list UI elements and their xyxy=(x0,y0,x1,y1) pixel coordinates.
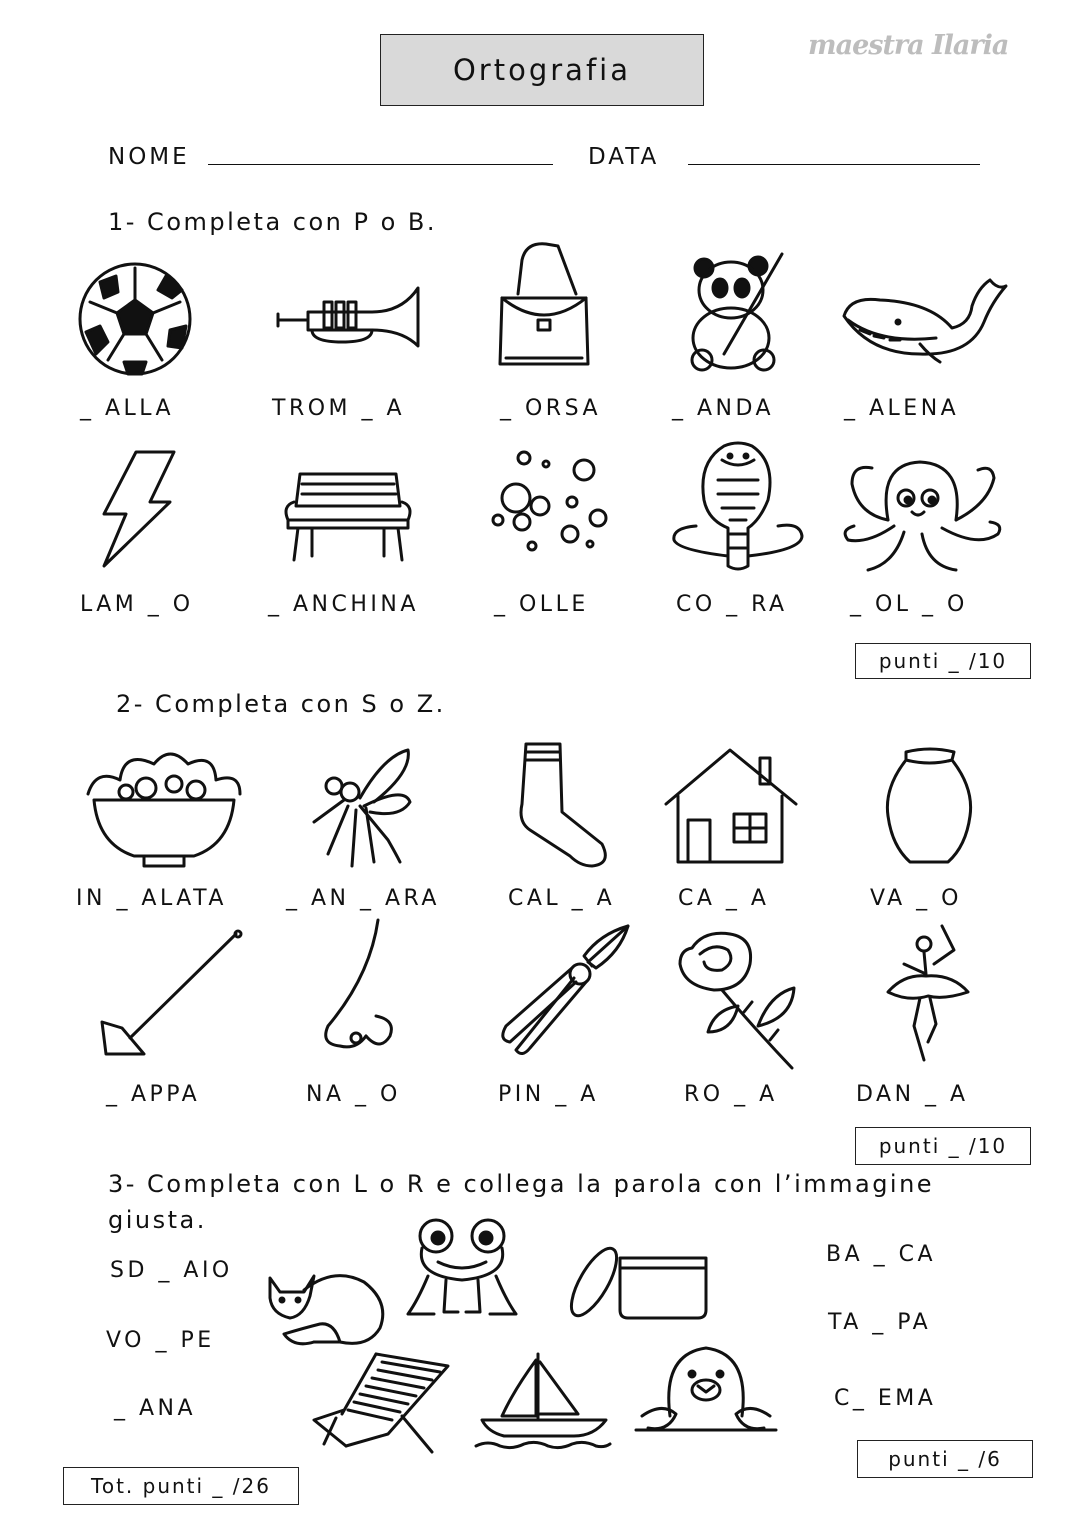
ex1-word-7: _ ANCHINA xyxy=(268,592,419,617)
nose-icon xyxy=(320,916,396,1056)
ex2-word-10: DAN _ A xyxy=(856,1082,969,1107)
ex1-word-8: _ OLLE xyxy=(494,592,589,617)
ex2-word-4: CA _ A xyxy=(678,886,770,911)
ex1-word-6: LAM _ O xyxy=(80,592,194,617)
ex3-left-word-1: SD _ AIO xyxy=(110,1258,233,1283)
ex1-word-5: _ ALENA xyxy=(844,396,960,421)
fox-icon xyxy=(264,1262,390,1352)
mosquito-icon xyxy=(304,746,414,868)
soccer-ball-icon xyxy=(78,262,192,376)
ex1-score: punti _ /10 xyxy=(855,643,1031,679)
octopus-icon xyxy=(838,444,1006,576)
ex2-word-1: IN _ ALATA xyxy=(76,886,227,911)
ex2-word-2: _ AN _ ARA xyxy=(286,886,440,911)
ex2-word-6: _ APPA xyxy=(106,1082,201,1107)
page-title: Ortografia xyxy=(380,34,704,106)
lightning-icon xyxy=(96,448,180,570)
ex2-word-5: VA _ O xyxy=(870,886,962,911)
ballerina-icon xyxy=(884,920,970,1068)
ex3-left-word-2: VO _ PE xyxy=(106,1328,215,1353)
vase-icon xyxy=(882,746,976,868)
ex2-word-8: PIN _ A xyxy=(498,1082,599,1107)
date-label: DATA xyxy=(588,144,660,170)
deck-chair-icon xyxy=(306,1348,452,1454)
cream-jar-icon xyxy=(570,1238,710,1322)
rose-icon xyxy=(674,928,802,1072)
panda-icon xyxy=(686,250,788,374)
ex1-word-2: TROM _ A xyxy=(272,396,406,421)
ex1-word-3: _ ORSA xyxy=(500,396,602,421)
date-field[interactable] xyxy=(688,164,980,165)
ex2-word-7: NA _ O xyxy=(306,1082,401,1107)
hoe-icon xyxy=(96,930,246,1060)
exercise1-prompt: 1- Completa con P o B. xyxy=(108,208,438,236)
ex2-word-9: RO _ A xyxy=(684,1082,778,1107)
ex3-right-word-3: C_ EMA xyxy=(834,1386,937,1411)
house-icon xyxy=(664,746,798,866)
name-label: NOME xyxy=(108,144,190,170)
whale-icon xyxy=(840,272,1010,364)
ex3-score: punti _ /6 xyxy=(857,1440,1033,1478)
ex1-word-10: _ OL _ O xyxy=(850,592,968,617)
ex1-word-9: CO _ RA xyxy=(676,592,788,617)
total-score: Tot. punti _ /26 xyxy=(63,1467,299,1505)
mole-icon xyxy=(634,1344,778,1434)
ex1-word-4: _ ANDA xyxy=(672,396,775,421)
ex3-left-word-3: _ ANA xyxy=(114,1396,197,1421)
trumpet-icon xyxy=(272,284,424,350)
salad-bowl-icon xyxy=(84,744,244,868)
ex3-right-word-2: TA _ PA xyxy=(828,1310,932,1335)
brand-logo: maestra Ilaria xyxy=(808,30,1009,61)
sock-icon xyxy=(516,740,610,870)
ex3-right-word-1: BA _ CA xyxy=(826,1242,937,1267)
ex1-word-1: _ ALLA xyxy=(80,396,175,421)
bubbles-icon xyxy=(490,448,610,558)
frog-icon xyxy=(404,1216,520,1320)
handbag-icon xyxy=(496,240,592,370)
exercise2-prompt: 2- Completa con S o Z. xyxy=(116,690,446,718)
bench-icon xyxy=(282,466,414,566)
ex2-score: punti _ /10 xyxy=(855,1127,1031,1165)
cobra-icon xyxy=(668,440,808,574)
sailboat-icon xyxy=(474,1350,612,1450)
ex2-word-3: CAL _ A xyxy=(508,886,616,911)
name-field[interactable] xyxy=(208,164,553,165)
pliers-icon xyxy=(496,922,632,1058)
exercise3-prompt: 3- Completa con L o R e collega la parola con l’immagine giusta. xyxy=(108,1170,935,1234)
